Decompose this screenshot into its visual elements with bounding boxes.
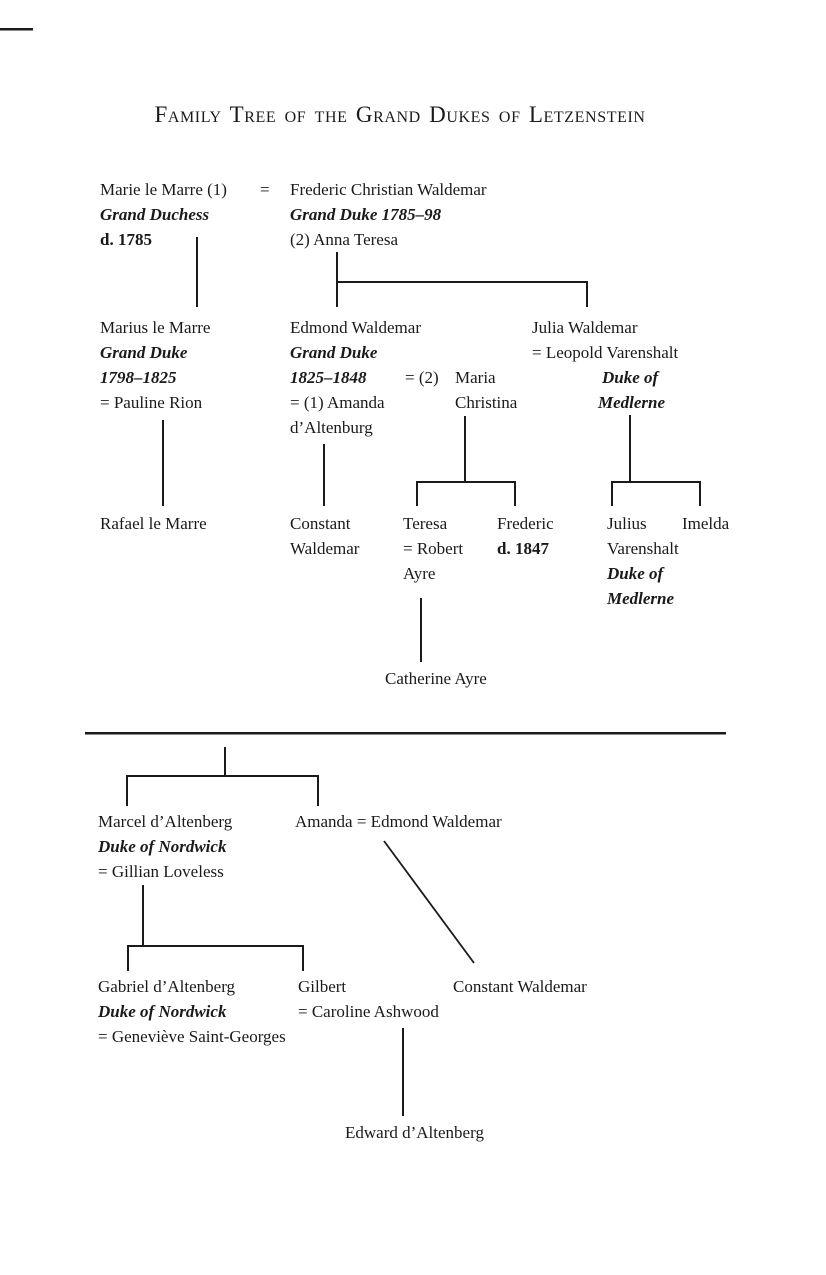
node-text-line: Constant Waldemar xyxy=(453,977,587,996)
node-text-line: Christina xyxy=(455,393,518,412)
node-text-line: Duke of Nordwick xyxy=(98,1002,227,1021)
node-text-line: Waldemar xyxy=(290,539,360,558)
node-rafael-le-marre xyxy=(100,511,207,536)
node-text-line: Amanda = Edmond Waldemar xyxy=(295,812,502,831)
node-teresa xyxy=(403,511,463,586)
node-text-line: Grand Duke xyxy=(290,343,378,362)
node-text-line: 1798–1825 xyxy=(100,368,177,387)
node-text-line: Marius le Marre xyxy=(100,318,211,337)
node-maria-christina xyxy=(455,365,517,415)
marriage-equals-edmond-maria xyxy=(405,365,439,390)
node-text-line: Frederic Christian Waldemar xyxy=(290,180,487,199)
node-text-line: Duke of Nordwick xyxy=(98,837,227,856)
node-text-line: d’Altenburg xyxy=(290,418,373,437)
node-text-line: = (1) Amanda xyxy=(290,393,385,412)
node-text-line: Frederic xyxy=(497,514,554,533)
node-text-line: Duke of xyxy=(607,564,664,583)
node-julia-waldemar xyxy=(532,315,678,415)
node-text-line: Medlerne xyxy=(607,589,675,608)
node-text-line: Teresa xyxy=(403,514,448,533)
node-gilbert xyxy=(298,974,439,1024)
node-marius-le-marre xyxy=(100,315,210,415)
node-text-line: = xyxy=(260,180,270,199)
node-text-line: = Leopold Varenshalt xyxy=(532,343,679,362)
node-text-line: Edmond Waldemar xyxy=(290,318,421,337)
node-text-line: Julius xyxy=(607,514,647,533)
node-amanda-edmond-waldemar xyxy=(295,809,502,834)
node-text-line: (2) Anna Teresa xyxy=(290,230,399,249)
node-catherine-ayre xyxy=(385,666,487,691)
node-text-line: = Caroline Ashwood xyxy=(298,1002,439,1021)
node-text-line: Marcel d’Altenberg xyxy=(98,812,233,831)
node-text-line: = Gillian Loveless xyxy=(98,862,224,881)
node-text-line: Medlerne xyxy=(598,393,666,412)
node-text-line: Maria xyxy=(455,368,496,387)
node-marcel-d-altenberg xyxy=(98,809,232,884)
node-text-line: Gilbert xyxy=(298,977,347,996)
marriage-equals-marie-frederic xyxy=(260,177,270,202)
node-gabriel-d-altenberg xyxy=(98,974,286,1049)
node-text-line: Duke of xyxy=(602,368,659,387)
node-julius-varenshalt xyxy=(607,511,679,611)
node-text-line: = Robert xyxy=(403,539,464,558)
node-frederic xyxy=(497,511,554,561)
node-text-line: Varenshalt xyxy=(607,539,679,558)
node-text-line: Grand Duke 1785–98 xyxy=(290,205,442,224)
node-edmond-waldemar xyxy=(290,315,421,440)
node-text-line: d. 1847 xyxy=(497,539,549,558)
node-text-line: 1825–1848 xyxy=(290,368,367,387)
node-text-line: Julia Waldemar xyxy=(532,318,638,337)
node-constant-waldemar-2 xyxy=(453,974,587,999)
node-text-line: Gabriel d’Altenberg xyxy=(98,977,236,996)
node-frederic-christian-waldemar xyxy=(290,177,487,252)
node-text-line: = (2) xyxy=(405,368,439,387)
node-text-line: Rafael le Marre xyxy=(100,514,207,533)
node-text-line: = Geneviève Saint-Georges xyxy=(98,1027,286,1046)
node-text-line: Catherine Ayre xyxy=(385,669,487,688)
edge-edmond-to-constant-diagonal xyxy=(384,841,474,963)
node-text-line: = Pauline Rion xyxy=(100,393,203,412)
node-text-line: d. 1785 xyxy=(100,230,152,249)
node-text-line: Grand Duke xyxy=(100,343,188,362)
node-constant-waldemar xyxy=(290,511,359,561)
node-text-line: Grand Duchess xyxy=(100,205,210,224)
node-edward-d-altenberg xyxy=(345,1120,484,1145)
node-text-line: Edward d’Altenberg xyxy=(345,1123,484,1142)
node-text-line: Ayre xyxy=(403,564,436,583)
node-imelda xyxy=(682,511,729,536)
node-text-line: Marie le Marre (1) xyxy=(100,180,227,199)
node-text-line: Constant xyxy=(290,514,351,533)
node-marie-le-marre xyxy=(100,177,227,252)
page-title: Family Tree of the Grand Dukes of Letzenstein xyxy=(154,102,646,127)
node-text-line: Imelda xyxy=(682,514,730,533)
